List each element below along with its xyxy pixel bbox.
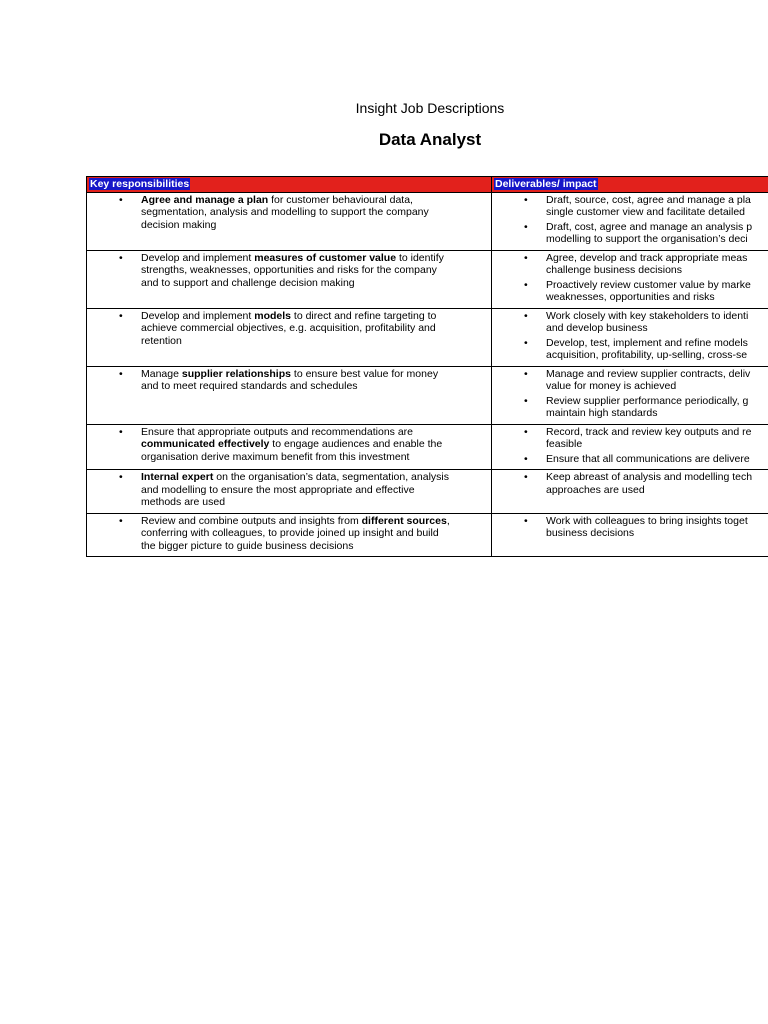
text-run: organisation derive maximum benefit from this investment [141,450,410,463]
bullet-text [546,453,768,466]
bullet-text [546,515,768,540]
text-line [141,426,489,439]
bullet-icon: • [524,452,528,465]
bullet-text [546,426,768,451]
bullet-icon: • [119,425,123,438]
emphasis-text: models [254,309,291,322]
text-line [141,451,489,464]
bullet-text [141,515,489,553]
emphasis-text: measures of customer value [254,251,397,264]
responsibility-cell [87,513,492,557]
bullet-item [494,279,768,304]
text-line [546,380,768,393]
bullet-text [546,471,768,496]
responsibility-cell [87,424,492,470]
text-line [141,527,489,540]
text-line [546,322,768,335]
text-line [546,453,768,466]
bullet-icon: • [524,367,528,380]
responsibility-cell [87,366,492,424]
bullet-icon: • [524,336,528,349]
table-row [87,250,768,308]
emphasis-text: supplier relationships [181,367,291,380]
bullet-text [141,426,489,464]
text-run: and modelling to ensure the most appropriate and effective [141,483,415,496]
text-line [546,438,768,451]
bullet-item [494,368,768,393]
bullet-text [141,194,489,232]
deliverable-cell [492,366,768,424]
document-subtitle: Insight Job Descriptions [355,100,505,116]
bullet-text [141,368,489,393]
text-line [141,484,489,497]
bullet-text [546,252,768,277]
header-cell-deliverables [492,177,768,193]
bullet-item [89,310,489,348]
bullet-icon: • [119,309,123,322]
text-run: and to support and challenge decision making [141,276,355,289]
emphasis-text: different sources [361,514,447,527]
text-line [546,395,768,408]
text-line [546,349,768,362]
bullet-icon: • [524,251,528,264]
text-line [546,310,768,323]
text-run: for customer behavioural data, [268,193,413,206]
bullet-item [89,426,489,464]
text-line [141,471,489,484]
bullet-icon: • [524,193,528,206]
bullet-icon: • [119,193,123,206]
text-line [546,252,768,265]
bullet-text [141,310,489,348]
bullet-text [546,368,768,393]
bullet-item [494,426,768,451]
emphasis-text: Internal expert [141,471,214,483]
bullet-icon: • [524,425,528,438]
bullet-item [494,252,768,277]
text-run: strengths, weaknesses, opportunities and risks for the company [141,264,437,276]
bullet-icon: • [524,471,528,483]
text-line [141,310,489,323]
text-line [141,277,489,290]
bullet-item [494,515,768,540]
responsibilities-table-container [86,176,768,557]
text-run: and to meet required standards and schedules [141,380,358,392]
text-line [546,194,768,207]
emphasis-text: Agree and manage a plan [141,193,269,206]
text-run: Develop and implement [141,309,255,322]
text-run: Review and combine outputs and insights from [141,514,362,527]
bullet-text [546,395,768,420]
text-run: challenge business decisions [546,264,683,276]
responsibility-cell [87,308,492,366]
bullet-item [494,194,768,219]
bullet-item [89,515,489,553]
text-run: value for money is achieved [546,380,677,392]
responsibilities-table [86,176,768,557]
bullet-item [494,395,768,420]
bullet-text [546,194,768,219]
text-run: retention [141,334,182,347]
text-line [141,368,489,381]
table-row [87,470,768,514]
text-line [141,540,489,553]
text-line [546,515,768,528]
table-row [87,424,768,470]
text-line [546,221,768,234]
text-run: Draft, cost, agree and manage an analysis p [546,220,753,233]
bullet-item [89,194,489,232]
bullet-text [546,337,768,362]
text-line [546,527,768,540]
text-line [546,264,768,277]
text-run: feasible [546,438,583,450]
text-run: to engage audiences and enable the [269,438,443,450]
text-line [546,426,768,439]
bullet-text [546,221,768,246]
text-run: conferring with colleagues, to provide joined up insight and build [141,527,439,539]
bullet-icon: • [119,471,123,483]
text-line [141,515,489,528]
text-run: to identify [396,251,444,264]
text-run: on the organisation’s data, segmentation, analysis [213,471,449,483]
bullet-icon: • [119,251,123,264]
table-row [87,192,768,250]
responsibility-cell [87,192,492,250]
text-run: Work closely with key stakeholders to identi [546,309,749,322]
text-run: Draft, source, cost, agree and manage a pla [546,193,751,206]
text-run: single customer view and facilitate detailed [546,206,746,218]
bullet-text [141,252,489,290]
text-run: methods are used [141,496,226,508]
text-run: Work with colleagues to bring insights toget [546,514,748,527]
text-run: Develop, test, implement and refine models [546,336,748,349]
table-row [87,366,768,424]
text-line [141,380,489,393]
bullet-text [546,310,768,335]
bullet-icon: • [119,514,123,527]
bullet-item [89,368,489,393]
text-run: maintain high standards [546,407,658,419]
bullet-text [546,279,768,304]
text-line [141,219,489,232]
document-title: Data Analyst [378,130,482,149]
text-run: the bigger picture to guide business decisions [141,539,354,552]
text-run: business decisions [546,527,635,539]
bullet-text [141,471,489,509]
bullet-item [494,337,768,362]
bullet-item [494,221,768,246]
deliverable-cell [492,308,768,366]
text-line [546,368,768,381]
text-line [546,471,768,484]
text-run: Keep abreast of analysis and modelling tech [546,471,753,483]
bullet-icon: • [524,394,528,407]
text-line [141,264,489,277]
text-line [141,335,489,348]
deliverable-cell [492,192,768,250]
text-run: to ensure best value for money [290,367,439,380]
text-run: weaknesses, opportunities and risks [546,291,715,303]
text-run: Agree, develop and track appropriate meas [546,251,748,264]
text-line [141,194,489,207]
text-line [546,484,768,497]
text-line [141,438,489,451]
text-run: segmentation, analysis and modelling to support the company [141,206,429,218]
text-run: achieve commercial objectives, e.g. acquisition, profitability and [141,322,436,334]
text-run: , [446,514,450,527]
text-line [546,279,768,292]
table-row [87,308,768,366]
bullet-icon: • [524,514,528,527]
bullet-icon: • [524,278,528,291]
text-line [546,206,768,219]
bullet-item [89,471,489,509]
bullet-item [494,471,768,496]
responsibility-cell [87,470,492,514]
deliverable-cell [492,513,768,557]
text-run: Record, track and review key outputs and re [546,425,752,438]
bullet-icon: • [524,309,528,322]
bullet-icon: • [524,220,528,233]
header-label-deliverables: Deliverables/ impact [495,178,597,190]
text-run: Proactively review customer value by marke [546,278,751,291]
text-line [141,206,489,219]
text-line [546,291,768,304]
bullet-icon: • [119,367,123,380]
text-run: Develop and implement [141,251,255,264]
text-run: Ensure that all communications are delivere [546,452,750,465]
text-run: to direct and refine targeting to [291,309,437,322]
text-run: Manage [141,367,182,380]
text-line [141,496,489,509]
bullet-item [494,453,768,466]
responsibility-cell [87,250,492,308]
text-run: and develop business [546,322,648,334]
text-line [546,407,768,420]
text-run: Manage and review supplier contracts, deliv [546,367,751,380]
text-line [141,322,489,335]
text-run: Review supplier performance periodically, g [546,394,749,407]
emphasis-text: communicated effectively [141,438,270,450]
deliverable-cell [492,470,768,514]
deliverable-cell [492,424,768,470]
text-run: modelling to support the organisation’s deci [546,233,748,245]
table-row [87,513,768,557]
text-run: decision making [141,218,217,231]
text-run: Ensure that appropriate outputs and recommendations are [141,425,414,438]
header-label-key-responsibilities: Key responsibilities [90,178,190,190]
text-run: approaches are used [546,483,645,496]
header-cell-key-responsibilities [87,177,492,193]
text-line [546,233,768,246]
text-run: acquisition, profitability, up-selling, cross-se [546,349,748,361]
table-header-row [87,177,768,193]
deliverable-cell [492,250,768,308]
bullet-item [89,252,489,290]
bullet-item [494,310,768,335]
text-line [546,337,768,350]
text-line [141,252,489,265]
